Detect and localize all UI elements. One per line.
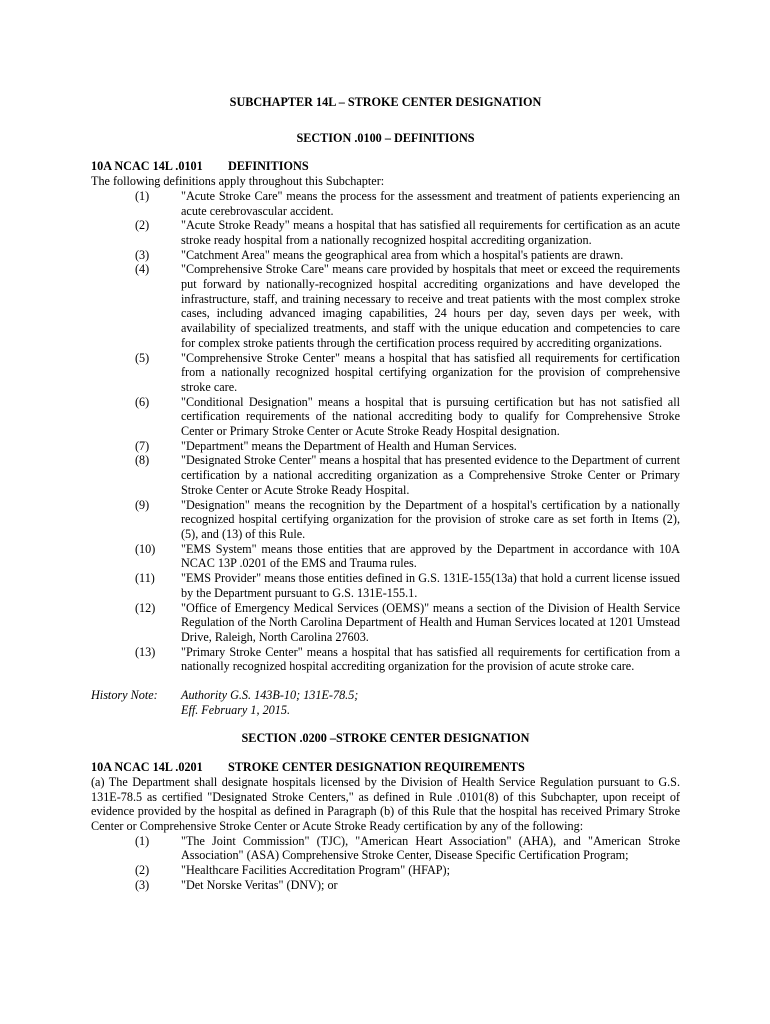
item-text: "Conditional Designation" means a hospital that is pursuing certification but has not satisfied all certification requirements of the national accrediting body to qualify for Comprehensive Stroke Center or Primary Stroke Center or Acute Stroke Ready Hospital designation. bbox=[181, 394, 680, 439]
item-number: (12) bbox=[135, 600, 156, 615]
list-item bbox=[91, 248, 680, 263]
list-item bbox=[91, 498, 680, 542]
list-item bbox=[91, 453, 680, 497]
rule-0101-number: 10A NCAC 14L .0101 bbox=[91, 159, 203, 174]
item-number: (6) bbox=[135, 394, 150, 409]
item-text: "Designated Stroke Center" means a hospital that has presented evidence to the Department of current certification by a national accrediting organization as a Comprehensive Stroke Center or Primary Stroke Center or Acute Stroke Ready Hospital. bbox=[181, 453, 680, 497]
list-item bbox=[91, 571, 680, 600]
rule-0101-heading bbox=[91, 159, 680, 174]
item-text: "Det Norske Veritas" (DNV); or bbox=[181, 877, 338, 892]
item-number: (11) bbox=[135, 571, 155, 586]
item-text: "Acute Stroke Care" means the process for the assessment and treatment of patients experiencing an acute cerebrovascular accident. bbox=[181, 188, 680, 218]
item-text: "Healthcare Facilities Accreditation Program" (HFAP); bbox=[181, 863, 450, 878]
document-page bbox=[91, 95, 680, 892]
item-number: (9) bbox=[135, 497, 150, 512]
list-item bbox=[91, 834, 680, 863]
item-number: (5) bbox=[135, 350, 150, 365]
list-item bbox=[91, 601, 680, 645]
item-text: "Catchment Area" means the geographical area from which a hospital's patients are drawn. bbox=[181, 247, 624, 262]
list-item bbox=[91, 439, 680, 454]
list-item bbox=[91, 542, 680, 571]
item-number: (13) bbox=[135, 644, 156, 659]
item-text: "Department" means the Department of Health and Human Services. bbox=[181, 438, 517, 453]
list-item bbox=[91, 351, 680, 395]
item-text: "Acute Stroke Ready" means a hospital that has satisfied all requirements for certification as an acute stroke ready hospital from a nationally recognized hospital accrediting organization. bbox=[181, 218, 680, 247]
section-0200-title: SECTION .0200 –STROKE CENTER DESIGNATION bbox=[241, 731, 530, 746]
list-item bbox=[91, 189, 680, 218]
rule-0201-title: STROKE CENTER DESIGNATION REQUIREMENTS bbox=[228, 760, 525, 775]
item-number: (8) bbox=[135, 453, 150, 468]
list-item bbox=[91, 262, 680, 350]
section-0100-title: SECTION .0100 – DEFINITIONS bbox=[296, 130, 475, 145]
list-item bbox=[91, 218, 680, 247]
item-number: (3) bbox=[135, 877, 150, 892]
item-text: "Comprehensive Stroke Care" means care provided by hospitals that meet or exceed the requirements put forward by nationally-recognized hospital accrediting organizations and have developed the infrastructure, staff, and training necessary to receive and treat patients with the most complex stroke cases, including advanced imaging capabilities, 24 hours per day, seven days per week, with availability of specialized treatments, and staff with the unique education and competencies to care for complex stroke patients through the certification process required by accrediting organizations. bbox=[181, 262, 680, 350]
list-item bbox=[91, 395, 680, 439]
item-number: (2) bbox=[135, 218, 150, 233]
history-note-body bbox=[181, 688, 358, 717]
item-number: (10) bbox=[135, 541, 156, 556]
rule-0201-heading bbox=[91, 760, 680, 775]
definitions-list bbox=[91, 189, 680, 674]
list-item bbox=[91, 878, 680, 893]
subchapter-title: SUBCHAPTER 14L – STROKE CENTER DESIGNATION bbox=[229, 95, 542, 109]
history-authority: Authority G.S. 143B-10; 131E-78.5; bbox=[181, 688, 359, 703]
item-text: "Designation" means the recognition by the Department of a hospital's certification by a nationally recognized hospital certifying organization for the provision of stroke care as set forth in Items (2), (5), and (13) of this Rule. bbox=[181, 497, 680, 541]
item-text: "EMS Provider" means those entities defined in G.S. 131E-155(13a) that hold a current license issued by the Department pursuant to G.S. 131E-155.1. bbox=[181, 571, 680, 600]
item-text: "EMS System" means those entities that are approved by the Department in accordance with 10A NCAC 13P .0201 of the EMS and Trauma rules. bbox=[181, 541, 680, 571]
certification-list bbox=[91, 834, 680, 893]
history-effective-date: Eff. February 1, 2015. bbox=[181, 702, 290, 717]
item-number: (1) bbox=[135, 188, 150, 203]
rule-0201-number: 10A NCAC 14L .0201 bbox=[91, 760, 203, 775]
rule-0101-title: DEFINITIONS bbox=[228, 159, 309, 174]
item-number: (4) bbox=[135, 262, 150, 277]
item-text: "The Joint Commission" (TJC), "American Heart Association" (AHA), and "American Stroke Association" (ASA) Comprehensive Stroke Center, Disease Specific Certification Program; bbox=[181, 833, 680, 863]
history-note bbox=[91, 688, 680, 717]
item-number: (2) bbox=[135, 863, 150, 878]
item-number: (1) bbox=[135, 833, 150, 848]
item-text: "Comprehensive Stroke Center" means a hospital that has satisfied all requirements for certification from a nationally recognized hospital certifying organization for the provision of comprehensive stroke care. bbox=[181, 350, 680, 394]
item-number: (3) bbox=[135, 247, 150, 262]
history-note-label: History Note: bbox=[91, 688, 158, 703]
list-item bbox=[91, 645, 680, 674]
item-text: "Office of Emergency Medical Services (OEMS)" means a section of the Division of Health Service Regulation of the North Carolina Department of Health and Human Services located at 1201 Umstead Drive, Raleigh, North Carolina 27603. bbox=[181, 600, 680, 644]
list-item bbox=[91, 863, 680, 878]
item-number: (7) bbox=[135, 438, 150, 453]
rule-0201-paragraph-a: (a) The Department shall designate hospitals licensed by the Division of Health Service Regulation pursuant to G.S. 131E-78.5 as certified "Designated Stroke Centers," as defined in Rule .0101(8) of this Subchapter, upon receipt of evidence provided by the hospital as defined in Paragraph (b) of this Rule that the hospital has received Primary Stroke Center or Comprehensive Stroke Center or Acute Stroke Ready certification by any of the following: bbox=[91, 774, 680, 833]
rule-0101-intro: The following definitions apply throughout this Subchapter: bbox=[91, 174, 385, 189]
item-text: "Primary Stroke Center" means a hospital that has satisfied all requirements for certification from a nationally recognized hospital accrediting organization for the provision of acute stroke care. bbox=[181, 644, 680, 674]
